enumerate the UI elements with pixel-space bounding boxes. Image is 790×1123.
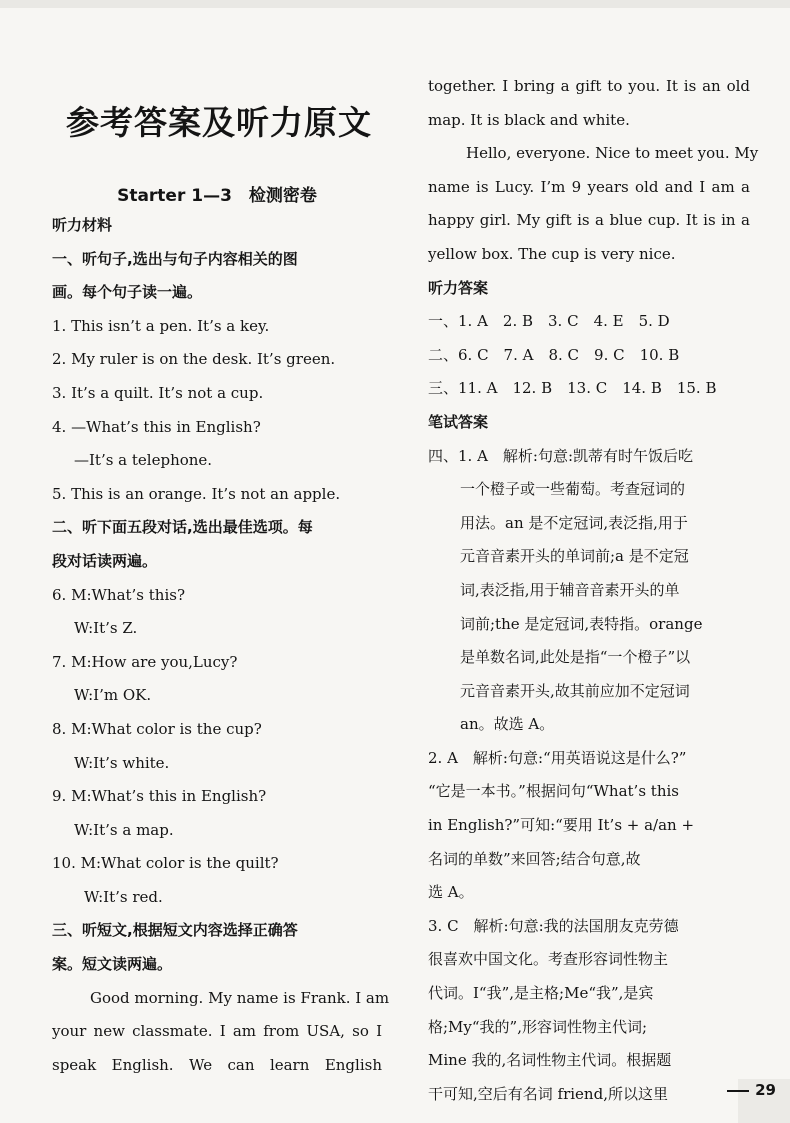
section-heading: 画。每个句子读一遍。 bbox=[52, 283, 203, 302]
page-top-edge bbox=[0, 0, 790, 8]
text-line: 3. It’s a quilt. It’s not a cup. bbox=[52, 383, 264, 402]
text-line: Hello, everyone. Nice to meet you. My bbox=[466, 144, 759, 163]
text-line: 干可知,空后有名词 friend,所以这里 bbox=[428, 1084, 668, 1103]
page-number-value: 29 bbox=[755, 1081, 776, 1099]
text-line: Mine 我的,名词性物主代词。根据题 bbox=[428, 1051, 672, 1070]
text-line: 格;My“我的”,形容词性物主代词; bbox=[428, 1017, 648, 1036]
text-line: 代词。I“我”,是主格;Me“我”,是宾 bbox=[428, 984, 654, 1003]
page-number-dash bbox=[727, 1090, 749, 1092]
section-heading: 三、听短文,根据短文内容选择正确答 bbox=[52, 921, 298, 940]
left-text-lines bbox=[52, 209, 390, 1082]
section-heading: 笔试答案 bbox=[428, 412, 489, 431]
text-line: 7. M:How are you,Lucy? bbox=[52, 652, 238, 671]
text-line: 元音音素开头的单词前;a 是不定冠 bbox=[460, 547, 689, 566]
text-line: map. It is black and white. bbox=[428, 110, 630, 129]
text-line: 4. —What’s this in English? bbox=[52, 417, 261, 436]
section-heading: 二、听下面五段对话,选出最佳选项。每 bbox=[52, 518, 313, 537]
text-line: name is Lucy. I’m 9 years old and I am a bbox=[428, 177, 750, 196]
text-line: 元音音素开头,故其前应加不定冠词 bbox=[460, 681, 690, 700]
text-line: 选 A。 bbox=[428, 883, 474, 902]
text-line: happy girl. My gift is a blue cup. It is in a bbox=[428, 211, 750, 230]
text-line: 名词的单数”来回答;结合句意,故 bbox=[428, 849, 641, 868]
text-line: yellow box. The cup is very nice. bbox=[428, 244, 676, 263]
text-line: together. I bring a gift to you. It is an old bbox=[428, 77, 750, 95]
text-line: 四、1. A 解析:句意:凯蒂有时午饭后吃 bbox=[428, 446, 694, 465]
text-line: speak English. We can learn English bbox=[52, 1055, 382, 1074]
text-line: 2. A 解析:句意:“用英语说这是什么?” bbox=[428, 748, 687, 767]
section-heading: 段对话读两遍。 bbox=[52, 551, 158, 570]
text-line: —It’s a telephone. bbox=[74, 451, 213, 470]
section-title: Starter 1—3 检测密卷 bbox=[117, 186, 317, 206]
text-line: your new classmate. I am from USA, so I bbox=[52, 1022, 382, 1041]
text-line: “它是一本书。”根据问句“What’s this bbox=[428, 782, 679, 801]
text-line: 是单数名词,此处是指“一个橙子”以 bbox=[460, 648, 691, 667]
text-line: 词前;the 是定冠词,表特指。orange bbox=[460, 614, 703, 633]
text-line: 3. C 解析:句意:我的法国朋友克劳德 bbox=[428, 916, 679, 935]
text-line: W:I’m OK. bbox=[74, 686, 152, 705]
text-line: 一个橙子或一些葡萄。考查冠词的 bbox=[460, 480, 686, 499]
section-heading: 案。短文读两遍。 bbox=[52, 955, 173, 974]
text-line: 三、11. A 12. B 13. C 14. B 15. B bbox=[428, 379, 717, 398]
page-title: 参考答案及听力原文 bbox=[66, 103, 372, 142]
text-line: an。故选 A。 bbox=[460, 715, 555, 734]
text-line: in English?”可知:“要用 It’s + a/an + bbox=[428, 816, 695, 835]
text-line: W:It’s Z. bbox=[74, 619, 138, 638]
text-line: W:It’s a map. bbox=[74, 820, 174, 839]
page-number bbox=[727, 1081, 776, 1099]
text-line: 5. This is an orange. It’s not an apple. bbox=[52, 484, 341, 503]
text-line: 二、6. C 7. A 8. C 9. C 10. B bbox=[428, 345, 680, 364]
text-line: 很喜欢中国文化。考查形容词性物主 bbox=[428, 950, 669, 969]
text-line: 一、1. A 2. B 3. C 4. E 5. D bbox=[428, 312, 670, 331]
text-line: 10. M:What color is the quilt? bbox=[52, 854, 279, 873]
text-line: 6. M:What’s this? bbox=[52, 585, 186, 604]
text-line: W:It’s white. bbox=[74, 753, 170, 772]
section-heading: 听力材料 bbox=[52, 216, 113, 234]
text-line: W:It’s red. bbox=[84, 887, 163, 906]
section-heading: 听力答案 bbox=[428, 278, 489, 297]
text-line: 词,表泛指,用于辅音音素开头的单 bbox=[460, 580, 680, 599]
text-line: 用法。an 是不定冠词,表泛指,用于 bbox=[460, 513, 688, 532]
left-column bbox=[52, 70, 390, 1082]
text-line: 1. This isn’t a pen. It’s a key. bbox=[52, 316, 270, 335]
text-line: 9. M:What’s this in English? bbox=[52, 787, 267, 806]
text-line: 8. M:What color is the cup? bbox=[52, 719, 262, 738]
text-line: 2. My ruler is on the desk. It’s green. bbox=[52, 350, 336, 369]
text-line: Good morning. My name is Frank. I am bbox=[90, 988, 390, 1007]
section-heading: 一、听句子,选出与句子内容相关的图 bbox=[52, 249, 298, 268]
right-column bbox=[428, 70, 759, 1111]
right-text-lines bbox=[428, 70, 759, 1111]
